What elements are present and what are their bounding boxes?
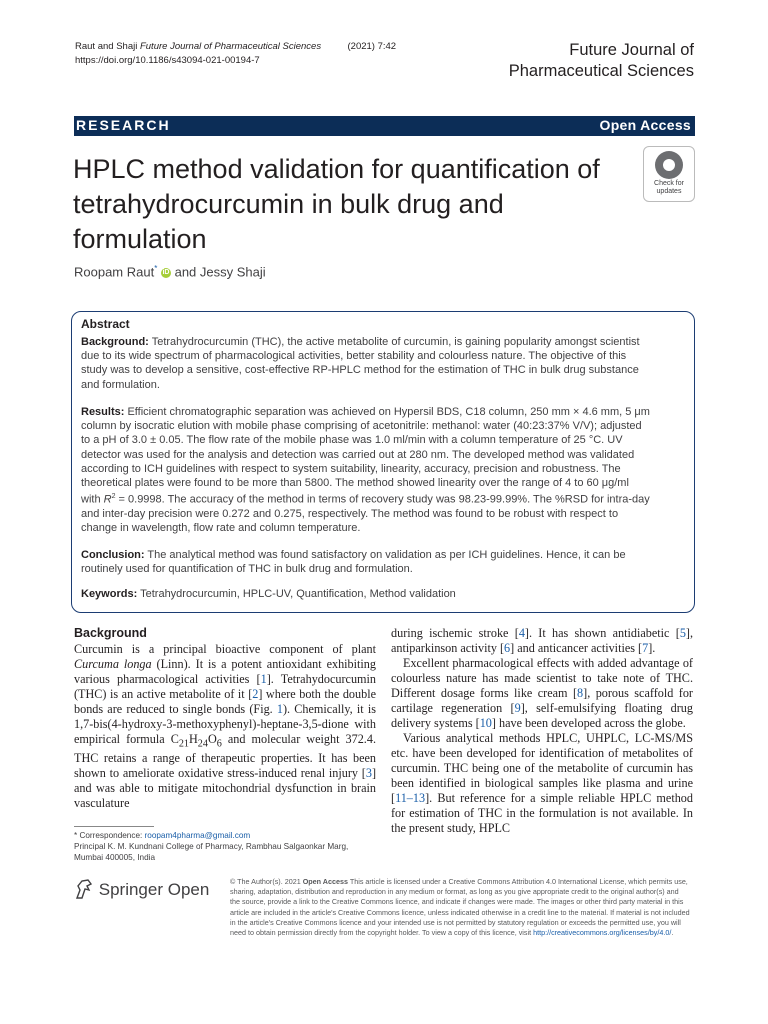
text-span: Curcumin is a principal bioactive component of plant: [74, 642, 376, 656]
open-access-label: Open Access: [599, 117, 691, 133]
text-span: ] where both the double bonds are reduced to single bonds (Fig.: [74, 687, 376, 716]
journal-name-line2: Pharmaceutical Sciences: [508, 62, 694, 80]
text-span: H: [188, 732, 198, 746]
author-name-2: and Jessy Shaji: [174, 264, 266, 280]
header-journal: Future Journal of Pharmaceutical Sciences: [139, 41, 322, 52]
text-span: during ischemic stroke [: [391, 626, 519, 640]
article-type-band: [74, 116, 695, 136]
citation-link[interactable]: 7: [642, 641, 649, 655]
text-span: ], antiparkinson activity [: [391, 626, 694, 655]
abstract-background: [81, 335, 686, 392]
correspondence-label: * Correspondence:: [74, 831, 145, 840]
text-span: ). Chemically, it is 1,7-bis(4-hydroxy-3-methoxyphenyl)-heptane-3,5-dione with empirical formula C: [74, 702, 376, 746]
paragraph: [391, 626, 693, 656]
text-span: ] and anticancer activities [: [510, 641, 643, 655]
citation-link[interactable]: 5: [679, 626, 686, 640]
abstract-line: study was to develop a sensitive, cost-effective RP-HPLC method for the estimation of THC in bulk drug substance: [81, 364, 639, 377]
journal-name: [509, 40, 694, 82]
abstract-line: = 0.9998. The accuracy of the method in terms of recovery study was 98.23-99.99%. The %RSD for intra-day: [115, 493, 650, 506]
abstract-results: [81, 405, 686, 535]
abstract-conclusion: [81, 548, 686, 576]
abstract-line: column by isocratic elution with mobile phase comprising of acetonitrile: methanol: water (40:23:37% V/V); adjusted: [81, 420, 642, 433]
text-span: ], self-emulsifying floating drug delivery systems [: [391, 701, 693, 730]
keywords-text: Tetrahydrocurcumin, HPLC-UV, Quantification, Method validation: [140, 588, 456, 600]
license-link[interactable]: http://creativecommons.org/licenses/by/4.0/: [533, 928, 672, 938]
footnote-divider: [74, 826, 154, 827]
citation-link[interactable]: 3: [365, 766, 372, 781]
corresponding-star: *: [154, 264, 158, 273]
abstract-line: Efficient chromatographic separation was achieved on Hypersil BDS, C18 column, 250 mm × 4.6 mm, 5 μm: [127, 406, 650, 418]
running-header: [75, 40, 396, 68]
citation-link[interactable]: 6: [504, 641, 511, 655]
text-span: ]. But reference for a simple reliable HPLC method for estimation of THC in the formulation is not available. In the present study, HPLC: [391, 791, 693, 835]
results-label: Results:: [81, 406, 125, 418]
abstract-line: and formulation.: [81, 378, 160, 391]
springer-horse-icon: [74, 878, 94, 900]
header-doi[interactable]: https://doi.org/10.1186/s43094-021-00194-7: [75, 55, 260, 66]
section-heading-background: Background: [74, 626, 147, 640]
conclusion-label: Conclusion:: [81, 549, 145, 561]
affiliation-line: Mumbai 400005, India: [74, 853, 156, 862]
article-type: RESEARCH: [76, 117, 171, 133]
subscript: 24: [197, 738, 208, 750]
superscript: 2: [111, 493, 116, 501]
abstract-line: detector was used for the analysis and detection was carried out at 280 nm. The developed method was validated: [81, 448, 635, 461]
abstract-keywords: [81, 587, 686, 601]
text-span: Various analytical methods HPLC, UHPLC, LC-MS/MS etc. have been developed for identification of metabolites of curcumin. THC being one of the metabolite of curcumin has been identified in biological samples like plasma and urine [: [391, 731, 693, 805]
abstract-line: due to its wide spectrum of pharmacological activities, better stability and colourless nature. The objective of this: [81, 350, 627, 363]
r-squared-symbol: R: [103, 493, 112, 506]
open-access-bold: Open Access: [302, 877, 348, 886]
author-name[interactable]: Roopam Raut: [74, 264, 155, 280]
affiliation-line: Principal K. M. Kundnani College of Pharmacy, Rambhau Salgaonkar Marg,: [74, 842, 349, 851]
text-span: ]. Tetrahydocurcumin (THC) is an active metabolite of it [: [74, 672, 376, 701]
abstract-line: to a pH of 3.0 ± 0.05. The flow rate of the mobile phase was 1.0 ml/min with a column temperature of 25 °C. UV: [81, 434, 623, 447]
orcid-icon[interactable]: iD: [162, 268, 170, 276]
footnote: [74, 830, 348, 863]
header-authors: Raut and Shaji: [75, 41, 138, 52]
text-span: ] have been developed across the globe.: [491, 716, 686, 730]
text-span: ] and was able to mitigate mitochondrial dysfunction in brain vasculature: [74, 766, 376, 811]
text-span: O: [207, 732, 217, 746]
figure-link[interactable]: 1: [276, 702, 283, 716]
species-name: Curcuma longa: [74, 657, 152, 671]
springer-logo-text: Springer: [98, 880, 163, 899]
paragraph: [74, 642, 376, 811]
citation-link[interactable]: 9: [514, 701, 521, 715]
citation-link[interactable]: 1: [260, 672, 267, 686]
abstract-heading: Abstract: [81, 317, 130, 331]
abstract-line: with: [81, 493, 104, 506]
abstract-line: and inter-day precision were 0.272 and 0.275, respectively. The method was found to be robust with respect to: [81, 508, 619, 521]
header-volume: (2021) 7:42: [347, 41, 397, 52]
text-span: and molecular weight 372.4. THC retains a range of therapeutic properties. It has been shown to ameliorate oxidative stress-induced renal injury [: [74, 732, 376, 781]
paragraph: [391, 656, 693, 731]
background-label: Background:: [81, 336, 149, 348]
abstract-line: routinely used for quantification of THC in bulk drug and formulation.: [81, 563, 413, 576]
paragraph: [391, 731, 693, 836]
text-span: .: [671, 928, 674, 938]
left-column-text: [74, 642, 376, 811]
citation-link[interactable]: 2: [252, 687, 259, 701]
license-text: [230, 877, 690, 938]
check-for-updates-icon: [655, 151, 683, 179]
abstract-line: change in wavelength, flow rate and column temperature.: [81, 522, 361, 535]
abstract-line: according to ICH guidelines with respect to system suitability, linearity, accuracy, precision and robustness. The: [81, 462, 621, 475]
subscript: 21: [178, 738, 189, 750]
springer-open-logo: [74, 878, 209, 900]
citation-link[interactable]: 4: [518, 626, 525, 640]
check-line1: Check for: [654, 180, 684, 187]
abstract-line: theoretical plates were found to be more than 5800. The method showed linearity over the range of 4 to 60 μg/ml: [81, 477, 629, 490]
subscript: 6: [216, 738, 222, 750]
text-span: Excellent pharmacological effects with added advantage of colourless nature has made scientist to take note of THC. Different dosage forms like cream [: [391, 656, 693, 700]
license-body: This article is licensed under a Creative Commons Attribution 4.0 International License, which permits use, sharing, adaptation, distribution and reproduction in any medium or format, as long as you give appropriate credit to the original author(s) and the source, provide a link to the Creative Commons licence, and indicate if changes were made. The images or other third party material in this article are included in the article's Creative Commons licence, unless indicated otherwise in a credit line to the material. If material is not included in the article's Creative Commons licence and your intended use is not permitted by statutory regulation or exceeds the permitted use, you will need to obtain permission directly from the copyright holder. To view a copy of this licence, visit: [230, 877, 690, 938]
text-span: (Linn). It is a potent antioxidant exhibiting various pharmacological activities [: [74, 657, 376, 686]
author-list: [74, 264, 266, 279]
citation-link[interactable]: 11–13: [395, 791, 426, 805]
keywords-label: Keywords:: [81, 588, 138, 600]
check-for-updates-badge[interactable]: [643, 146, 695, 202]
copyright: © The Author(s). 2021: [230, 877, 303, 886]
correspondence-email[interactable]: roopam4pharma@gmail.com: [144, 831, 251, 840]
check-line2: updates: [656, 188, 682, 195]
right-column-text: [391, 626, 693, 836]
abstract-line: The analytical method was found satisfactory on validation as per ICH guidelines. Hence, it can be: [147, 549, 626, 561]
citation-link[interactable]: 8: [577, 686, 584, 700]
text-span: ], porous scaffold for cartilage regeneration [: [391, 686, 693, 715]
citation-link[interactable]: 10: [479, 716, 492, 730]
article-title: HPLC method validation for quantification of tetrahydrocurcumin in bulk drug and formulation: [73, 154, 600, 254]
journal-name-line1: Future Journal of: [569, 41, 694, 59]
text-span: ]. It has shown antidiabetic [: [524, 626, 680, 640]
text-span: ].: [648, 641, 656, 655]
abstract-line: Tetrahydrocurcumin (THC), the active metabolite of curcumin, is gaining popularity amongst scientist: [151, 336, 640, 348]
open-logo-text: Open: [167, 880, 210, 899]
